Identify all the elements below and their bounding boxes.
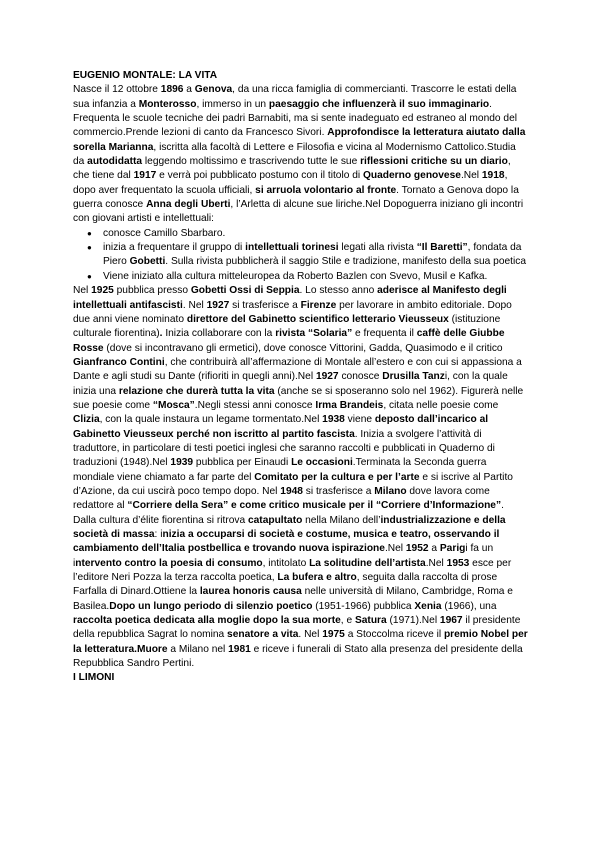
text-run: Nasce il 12 ottobre [73,84,161,96]
bold-text-run: 1952 [405,543,429,555]
bold-text-run: “Mosca” [152,399,195,411]
bold-text-run: La solitudine dell’artista [309,557,426,569]
text-run: .Nel [384,543,406,555]
bold-text-run: paesaggio che influenzerà il suo immaginario [268,98,490,110]
bold-text-run: intellettuali torinesi [245,242,339,254]
bold-text-run: raccolta poetica dedicata alla moglie dopo la sua morte [73,615,341,627]
text-run: , l’Arletta di alcune sue liriche.Nel Dopoguerra iniziano gli incontri con giovani artisti e intellettuali: [73,199,524,225]
text-run: . Dalla cultura d’élite fiorentina si ritrova [73,500,504,526]
text-run: per lavorare in ambito editoriale. Dopo due anni viene nominato [73,299,512,325]
text-run: e riceve i funerali di Stato alla presenza del presidente della Repubblica Sandro Pertini. [73,643,523,670]
bold-text-run: 1975 [322,629,345,641]
text-run: a Stoccolma riceve il [344,629,444,641]
bold-text-run: 1896 [160,84,184,96]
bold-text-run: Genova [194,84,233,96]
text-run: (1951-1966) pubblica [312,600,415,612]
text-run: , citata nelle poesie come [383,399,499,411]
list-item [73,227,528,241]
bold-text-run: Comitato per la cultura e per l’arte [254,471,420,483]
bold-text-run: premio Nobel per la letteratura. [73,629,528,655]
list-item [73,270,528,284]
bold-text-run: Dopo un lungo periodo di silenzio poetico [109,600,313,612]
bold-text-run: riflessioni critiche su un diario [360,156,508,168]
list-item [73,241,528,270]
text-run: il presidente della repubblica Sagrat lo nomina [73,615,521,641]
bold-text-run: autodidatta [87,156,143,168]
text-run: . Frequenta le scuole tecniche dei padri Barnabiti, ma si sente inadeguato ed estraneo al mondo del commercio.Prende lezioni di canto da Francesco Sivori. [73,98,518,139]
text-run: . Sulla rivista pubblicherà il saggio Stile e tradizione, manifesto della sua poetica [165,256,527,268]
text-run: , intitolato [262,557,310,569]
bold-text-run: rivista “Solaria” [275,328,353,340]
text-run: e verrà poi pubblicato postumo con il titolo di [156,170,363,182]
text-run: esce per l’editore Neri Pozza la terza raccolta poetica, [73,557,512,584]
bold-text-run: 1953 [446,557,470,569]
bold-text-run: deposto dall’incarico al Gabinetto Vieusseux perché non iscritto al partito fascista [73,414,489,440]
bold-text-run: Monterosso [138,98,197,110]
text-run: (istituzione culturale fiorentina) [73,313,501,340]
text-run: , seguita dalla raccolta di prose Farfalla di Dinard.Ottiene la [73,572,498,598]
bold-text-run: nizia a occuparsi di società e costume, musica e teatro, osservando il cambiamento dell’Italia postbellica e trovando nuova ispirazione [73,529,500,555]
bold-text-run: . [159,328,163,340]
text-run: a Milano nel [167,643,229,655]
bold-text-run: 1927 [315,371,339,383]
text-run: , immerso in un [196,98,269,110]
text-run: viene [344,414,375,426]
text-run: , che tiene dal [73,156,511,182]
bold-text-run: Quaderno genovese [362,170,461,182]
text-run: , dopo aver frequentato la scuola ufficiali, [73,170,508,196]
bold-text-run: industrializzazione e della società di massa [73,514,506,540]
text-run: (1966), una [441,600,497,612]
text-run: e frequenta il [352,328,417,340]
text-run: .Terminata la Seconda guerra mondiale viene chiamato a far parte del [73,457,487,483]
text-run: conosce Camillo Sbarbaro. [103,227,226,239]
bold-text-run: Gobetti Ossi di Seppia [190,285,300,297]
bold-text-run: 1938 [322,414,345,426]
text-run: conosce [338,371,383,383]
encounters-list [73,227,528,284]
text-run: nella Milano dell’ [302,514,381,526]
bold-text-run: Clizia [73,414,100,426]
text-run: a [428,543,440,555]
text-run: . Tornato a Genova dopo la guerra conosce [73,184,519,211]
bold-text-run: aderisce al Manifesto degli intellettuali antifascisti [73,285,507,311]
text-run: .Nel [460,170,482,182]
text-run: , iscritta alla facoltà di Lettere e Filosofia e vicina al Modernismo Cattolico.Studia da [73,141,516,168]
text-run: , che contribuirà all’affermazione di Montale all’estero e con cui si appassiona a Dante e agli studi su Dante (rifioriti in quegli anni).Nel [73,356,522,383]
bold-text-run: Firenze [300,299,337,311]
text-run: , con la quale instaura un legame tormentato.Nel [99,414,323,426]
bold-text-run: Muore [136,643,168,655]
text-run: e si iscrive al Partito d’Azione, da cui uscirà poco tempo dopo. Nel [73,471,513,497]
text-run: .Negli stessi anni conosce [194,399,316,411]
bold-text-run: 1939 [170,457,194,469]
bold-text-run: Xenia [414,600,442,612]
text-run: i, con la quale inizia una [73,371,508,397]
biography-paragraph-1 [73,83,528,226]
bold-text-run: “Il Baretti” [416,242,468,254]
bold-text-run: 1981 [228,643,251,655]
text-run: leggendo moltissimo e trascrivendo tutte le sue [142,156,361,168]
bold-text-run: Satura [354,615,387,627]
text-run: nelle università di Milano, Cambridge, Roma e Basilea. [73,586,513,612]
bold-text-run: Gobetti [129,256,166,268]
bold-text-run: Milano [374,485,407,497]
text-run: (1971).Nel [386,615,440,627]
text-run: , da una ricca famiglia di commercianti. Trascorre le estati della sua infanzia a [73,84,517,110]
text-run: (anche se si sposeranno solo nel 1962). Figurerà nelle sue poesie come [73,385,524,411]
bold-text-run: laurea honoris causa [199,586,302,598]
bold-text-run: Gianfranco Contini [73,356,165,368]
bold-text-run: 1918 [481,170,505,182]
bold-text-run: 1917 [133,170,157,182]
bold-text-run: 1948 [280,485,303,497]
bold-text-run: direttore del Gabinetto scientifico letterario Vieusseux [186,313,449,325]
text-run: . Nel [298,629,323,641]
text-run: . Inizia a svolgere l’attività di traduttore, in particolare di testi poetici inglesi che saranno raccolti e pubblicati in Quaderno di traduzioni (1948).Nel [73,428,495,469]
text-run: (dove si incontravano gli ermetici), dove conosce Vittorini, Gadda, Quasimodo e il critico [103,342,503,354]
bold-text-run: Drusilla Tanz [382,371,445,383]
biography-paragraph-2 [73,284,528,671]
text-run: : i [154,529,163,540]
text-run: .Nel [425,557,447,569]
text-run: Viene iniziato alla cultura mitteleuropea da Roberto Bazlen con Svevo, Musil e Kafka. [103,270,488,282]
bold-text-run: caffè delle Giubbe Rosse [73,328,505,354]
text-run: pubblica per Einaudi [193,457,292,469]
text-run: pubblica presso [113,285,191,297]
bold-text-run: Parig [439,543,466,555]
text-run: . Nel [182,299,207,311]
text-run: legati alla rivista [338,242,417,254]
text-run: inizia a frequentare il gruppo di [103,242,246,254]
bold-text-run: 1927 [206,299,230,311]
bold-text-run: 1925 [91,285,114,297]
text-run: si trasferisce a [302,485,375,497]
text-run: Inizia collaborare con la [162,328,276,340]
text-run: a [183,84,195,96]
bold-text-run: Irma Brandeis [315,399,384,411]
text-run: i fa un i [73,543,494,569]
bold-text-run: La bufera e altro [277,572,357,584]
text-run: Nel [73,285,92,297]
text-run: . Lo stesso anno [299,285,378,297]
bold-text-run: relazione che durerà tutta la vita [118,385,275,397]
bold-text-run: si arruola volontario al fronte [255,184,397,196]
bold-text-run: senatore a vita [227,629,299,641]
document-title: EUGENIO MONTALE: LA VITA [73,70,218,81]
text-run: , fondata da Piero [103,242,522,268]
text-run: , e [340,615,355,627]
section-title-i-limoni: I LIMONI [73,672,115,684]
text-run: dove lavora come redattore al [73,485,490,512]
bold-text-run: catapultato [247,514,303,526]
bold-text-run: Approfondisce la letteratura aiutato dalla sorella Marianna [73,127,526,153]
bold-text-run: Anna degli Uberti [146,199,231,211]
text-run: si trasferisce a [229,299,301,311]
bold-text-run: “Corriere della Sera” e come critico musicale per il “Corriere d’Informazione” [127,500,502,512]
bold-text-run: Le occasioni [291,457,353,469]
document-page [73,69,528,686]
bold-text-run: ntervento contro la poesia di consumo [75,557,263,569]
bold-text-run: 1967 [439,615,463,627]
